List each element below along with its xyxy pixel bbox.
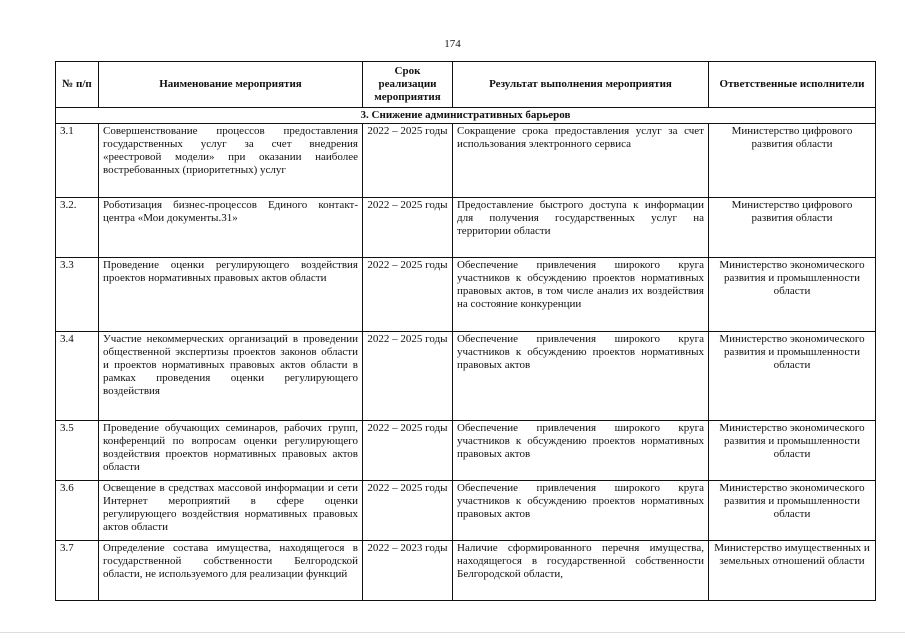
row-result: Обеспечение привлечения широкого круга участников к обсуждению проектов нормативных правовых актов — [453, 332, 709, 421]
header-num: № п/п — [56, 62, 99, 108]
row-responsible: Министерство цифрового развития области — [709, 198, 876, 258]
header-name: Наименование мероприятия — [99, 62, 363, 108]
header-period: Срок реализации мероприятия — [363, 62, 453, 108]
row-result: Обеспечение привлечения широкого круга участников к обсуждению проектов нормативных правовых актов, в том числе анализ их воздействия на состояние конкуренции — [453, 258, 709, 332]
table-row — [56, 124, 876, 198]
row-num: 3.5 — [56, 421, 99, 481]
row-result: Сокращение срока предоставления услуг за счет использования электронного сервиса — [453, 124, 709, 198]
table-row — [56, 258, 876, 332]
page-number: 174 — [444, 38, 461, 50]
page-bottom-edge — [0, 632, 905, 633]
row-responsible: Министерство экономического развития и промышленности области — [709, 481, 876, 541]
row-period: 2022 – 2025 годы — [363, 421, 453, 481]
row-name: Участие некоммерческих организаций в проведении общественной экспертизы проектов законов области и проектов нормативных правовых актов области в рамках проведения оценки регулирующего воздействия — [99, 332, 363, 421]
row-num: 3.4 — [56, 332, 99, 421]
table-row — [56, 541, 876, 601]
row-result: Обеспечение привлечения широкого круга участников к обсуждению проектов нормативных правовых актов — [453, 421, 709, 481]
row-period: 2022 – 2025 годы — [363, 198, 453, 258]
header-result: Результат выполнения мероприятия — [453, 62, 709, 108]
table-row — [56, 198, 876, 258]
row-responsible: Министерство экономического развития и промышленности области — [709, 258, 876, 332]
header-responsible: Ответственные исполнители — [709, 62, 876, 108]
measures-table — [55, 61, 876, 601]
row-responsible: Министерство имущественных и земельных отношений области — [709, 541, 876, 601]
row-num: 3.2. — [56, 198, 99, 258]
row-num: 3.6 — [56, 481, 99, 541]
row-name: Проведение оценки регулирующего воздействия проектов нормативных правовых актов области — [99, 258, 363, 332]
row-responsible: Министерство экономического развития и промышленности области — [709, 332, 876, 421]
row-num: 3.7 — [56, 541, 99, 601]
row-name: Определение состава имущества, находящегося в государственной собственности Белгородской области, не используемого для реализации функций — [99, 541, 363, 601]
row-period: 2022 – 2025 годы — [363, 124, 453, 198]
row-result: Наличие сформированного перечня имущества, находящегося в государственной собственности Белгородской области, — [453, 541, 709, 601]
section-row — [56, 108, 876, 124]
row-result: Обеспечение привлечения широкого круга участников к обсуждению проектов нормативных правовых актов — [453, 481, 709, 541]
table-row — [56, 421, 876, 481]
section-title: 3. Снижение административных барьеров — [56, 108, 876, 124]
row-period: 2022 – 2025 годы — [363, 258, 453, 332]
row-name: Совершенствование процессов предоставления государственных услуг за счет внедрения «реестровой модели» при оказании наиболее востребованных (приоритетных) услуг — [99, 124, 363, 198]
row-period: 2022 – 2025 годы — [363, 481, 453, 541]
table-header-row — [56, 62, 876, 108]
row-period: 2022 – 2025 годы — [363, 332, 453, 421]
row-responsible: Министерство экономического развития и промышленности области — [709, 421, 876, 481]
row-result: Предоставление быстрого доступа к информации для получения государственных услуг на территории области — [453, 198, 709, 258]
row-num: 3.1 — [56, 124, 99, 198]
table-row — [56, 481, 876, 541]
table-row — [56, 332, 876, 421]
row-name: Роботизация бизнес-процессов Единого контакт-центра «Мои документы.31» — [99, 198, 363, 258]
row-num: 3.3 — [56, 258, 99, 332]
row-period: 2022 – 2023 годы — [363, 541, 453, 601]
row-name: Проведение обучающих семинаров, рабочих групп, конференций по вопросам оценки регулирующего воздействия проектов нормативных правовых актов области — [99, 421, 363, 481]
row-responsible: Министерство цифрового развития области — [709, 124, 876, 198]
row-name: Освещение в средствах массовой информации и сети Интернет мероприятий в сфере оценки регулирующего воздействия нормативных правовых актов области — [99, 481, 363, 541]
